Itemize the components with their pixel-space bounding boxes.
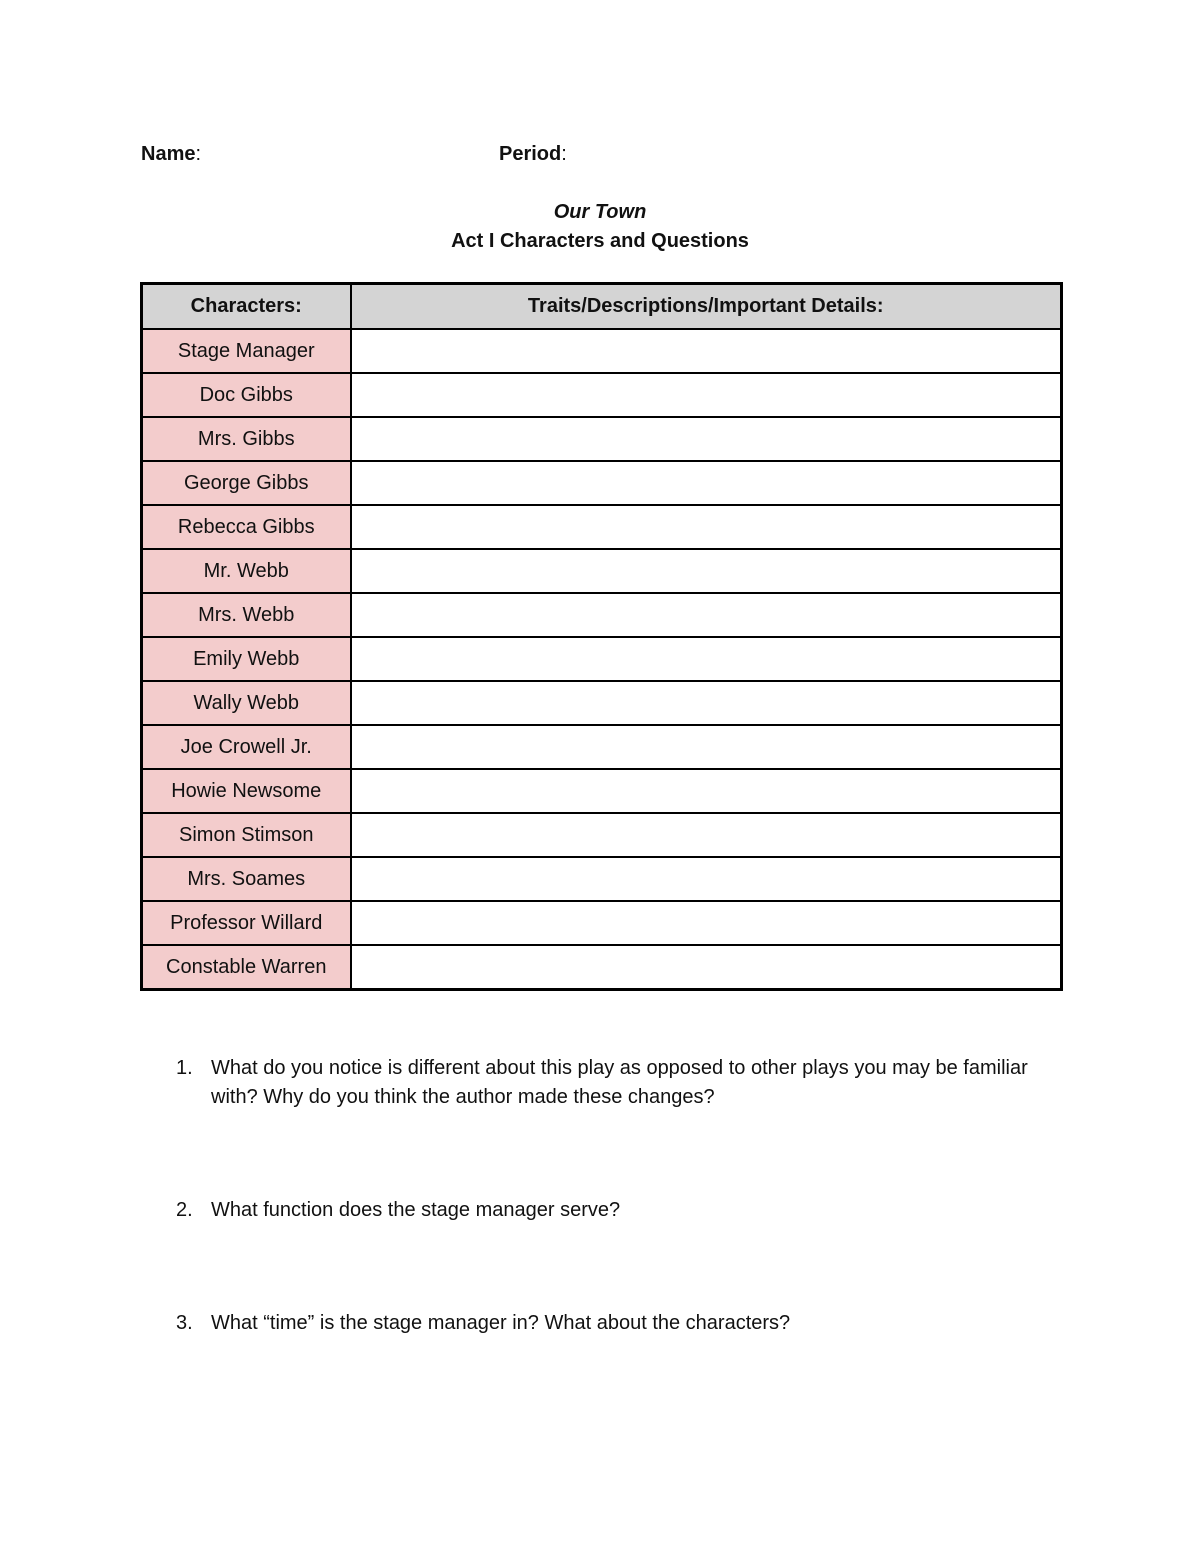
name-colon: :: [195, 143, 202, 165]
table-row: [142, 769, 1062, 813]
character-table: [140, 282, 1063, 991]
table-row: [142, 373, 1062, 417]
play-title: Our Town: [553, 201, 647, 223]
character-name-cell: Stage Manager: [142, 329, 351, 373]
title-block: [0, 198, 1200, 256]
table-row: [142, 593, 1062, 637]
traits-answer-cell[interactable]: [351, 329, 1062, 373]
table-row: [142, 549, 1062, 593]
table-row: [142, 505, 1062, 549]
period-field: [499, 141, 567, 167]
character-name-cell: Howie Newsome: [142, 769, 351, 813]
traits-answer-cell[interactable]: [351, 681, 1062, 725]
traits-answer-cell[interactable]: [351, 901, 1062, 945]
traits-answer-cell[interactable]: [351, 417, 1062, 461]
table-row: [142, 461, 1062, 505]
traits-answer-cell[interactable]: [351, 461, 1062, 505]
traits-answer-cell[interactable]: [351, 637, 1062, 681]
question-number: 3.: [176, 1312, 193, 1334]
question-list: [176, 1054, 1036, 1338]
question-text: What “time” is the stage manager in? What about the characters?: [211, 1312, 791, 1334]
question-item: [176, 1054, 1036, 1112]
character-name-cell: Rebecca Gibbs: [142, 505, 351, 549]
character-name-cell: Mrs. Webb: [142, 593, 351, 637]
traits-answer-cell[interactable]: [351, 725, 1062, 769]
question-number: 1.: [176, 1057, 193, 1079]
question-text: What function does the stage manager serve?: [211, 1199, 621, 1221]
question-item: [176, 1196, 1036, 1225]
table-row: [142, 637, 1062, 681]
character-name-cell: Mrs. Gibbs: [142, 417, 351, 461]
question-item: [176, 1309, 1036, 1338]
character-name-cell: Professor Willard: [142, 901, 351, 945]
table-row: [142, 813, 1062, 857]
question-text: What do you notice is different about this play as opposed to other plays you may be familiar with? Why do you think the author made these changes?: [211, 1057, 1028, 1108]
character-name-cell: Wally Webb: [142, 681, 351, 725]
character-name-cell: Mrs. Soames: [142, 857, 351, 901]
traits-answer-cell[interactable]: [351, 857, 1062, 901]
character-name-cell: Emily Webb: [142, 637, 351, 681]
character-name-cell: Doc Gibbs: [142, 373, 351, 417]
traits-answer-cell[interactable]: [351, 505, 1062, 549]
table-row: [142, 681, 1062, 725]
table-row: [142, 901, 1062, 945]
character-name-cell: Constable Warren: [142, 945, 351, 990]
name-field: [141, 141, 201, 167]
worksheet-subtitle: Act I Characters and Questions: [451, 230, 749, 252]
traits-answer-cell[interactable]: [351, 373, 1062, 417]
period-colon: :: [561, 143, 567, 165]
characters-column-header: Characters:: [142, 284, 351, 330]
table-row: [142, 725, 1062, 769]
traits-answer-cell[interactable]: [351, 945, 1062, 990]
character-name-cell: Simon Stimson: [142, 813, 351, 857]
table-row: [142, 417, 1062, 461]
table-header-row: [142, 284, 1062, 330]
traits-column-header: Traits/Descriptions/Important Details:: [351, 284, 1062, 330]
traits-answer-cell[interactable]: [351, 769, 1062, 813]
period-label: Period: [499, 143, 562, 165]
character-name-cell: Joe Crowell Jr.: [142, 725, 351, 769]
table-row: [142, 945, 1062, 990]
table-row: [142, 329, 1062, 373]
question-number: 2.: [176, 1199, 193, 1221]
table-row: [142, 857, 1062, 901]
name-label: Name: [141, 143, 196, 165]
traits-answer-cell[interactable]: [351, 549, 1062, 593]
traits-answer-cell[interactable]: [351, 813, 1062, 857]
traits-answer-cell[interactable]: [351, 593, 1062, 637]
character-name-cell: Mr. Webb: [142, 549, 351, 593]
character-name-cell: George Gibbs: [142, 461, 351, 505]
